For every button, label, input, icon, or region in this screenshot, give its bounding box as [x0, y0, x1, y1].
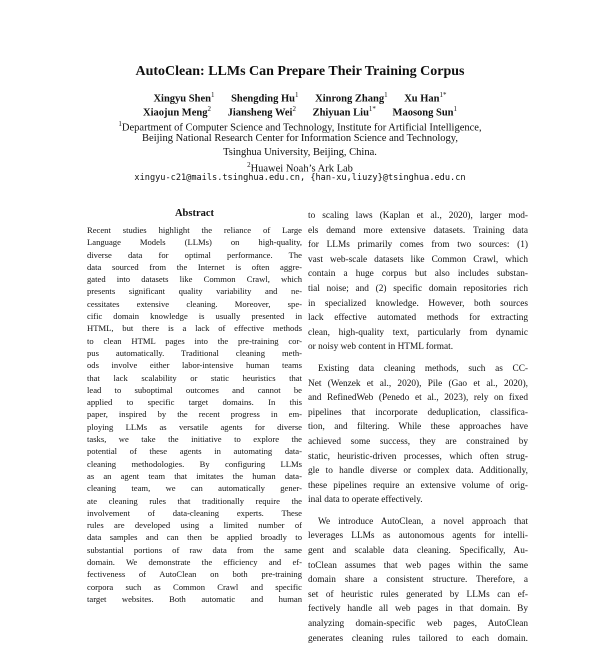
text-line: and RefinedWeb (Penedo et al., 2023), rely on fixed [308, 393, 528, 404]
text-line: rules are developed using a limited number of [87, 520, 302, 531]
affiliation-line: Tsinghua University, Beijing, China. [223, 147, 377, 158]
text-line: achieved some success, they are constrained by [308, 436, 528, 447]
text-line: inal data to operate effectively. [308, 495, 423, 506]
text-line: analyzing domain-specific web pages, AutoClean [308, 619, 528, 630]
affiliation-line: $^1$Department of Computer Science and Technology, Institute for Artificial Intelligence, [118, 120, 482, 134]
text-line: presents significant quality variability and ne- [87, 286, 302, 297]
text-line: Recent studies highlight the reliance of Large [87, 225, 302, 235]
text-line: leverages LLMs as autonomous agents for intelli- [308, 531, 528, 542]
author: Xu Han$^{1*}$ [404, 91, 447, 105]
text-line: or noisy web content in HTML format. [308, 342, 454, 353]
text-line: to clean HTML pages into the pre-training cor- [87, 335, 302, 346]
text-line: els demand more extensive datasets. Training data [308, 225, 528, 236]
text-line: ate cleaning rules that traditionally require the [87, 495, 302, 506]
text-line: potential of these agents in automating data- [87, 446, 302, 457]
abstract-heading: Abstract [174, 208, 215, 219]
text-line: target websites. Both automatic and human [87, 593, 302, 604]
text-line: toClean assumes that web pages within the same [308, 560, 528, 571]
text-line: data sourced from the Internet is often aggre- [87, 261, 302, 272]
text-line: substantial portions of raw data from the same [87, 544, 302, 555]
text-line: paper, inspired by the recent progress in em- [87, 409, 302, 420]
author: Xinrong Zhang$^1$ [315, 91, 388, 105]
text-line: diverse data for optimal performance. The [87, 249, 302, 260]
text-line: vast web-scale datasets like Common Crawl, which [308, 254, 528, 265]
text-line: Language Models (LLMs) on high-quality, [87, 237, 302, 248]
author: Shengding Hu$^1$ [231, 91, 299, 105]
text-line: fectively handle all web pages in that domain. By [308, 604, 528, 615]
text-line: lead to suboptimal outcomes and cannot be [87, 384, 302, 395]
text-line: set of heuristic rules generated by LLMs can ef- [308, 589, 528, 600]
text-line: pipelines that incorporate deduplication, classifica- [308, 407, 528, 418]
text-line: cleaning methodologies. By configuring LLMs [87, 458, 302, 469]
text-line: that lack scalability or static heuristics that [87, 372, 302, 383]
text-line: contain a huge corpus but also includes substan- [308, 269, 528, 280]
text-line: in specialized knowledge. However, both sources [308, 298, 528, 309]
text-line: gle to handle diverse or complex data. Additionally, [308, 466, 528, 477]
text-line: these pipelines require an extensive volume of orig- [308, 480, 528, 491]
text-line: tial noise; and (2) specific domain repositories rich [308, 283, 528, 294]
text-line: for LLMs primarily comes from two sources: (1) [308, 240, 528, 251]
text-line: applied to specific target domains. In this [87, 397, 302, 408]
text-line: involvement of data-cleaning experts. These [87, 507, 302, 518]
text-line: ploying LLMs as versatile agents for diverse [87, 421, 302, 432]
author: Maosong Sun$^1$ [392, 105, 458, 119]
text-line: domain. We demonstrate the efficiency and ef- [87, 557, 302, 568]
text-line: cific domain knowledge is usually presented in [87, 311, 302, 322]
text-line: ods involve either labor-intensive human teams [87, 360, 302, 371]
text-line: generates cleaning rules tailored to each domain. [308, 633, 528, 644]
text-line: corpora such as Common Crawl and specific [87, 581, 302, 592]
paragraph [308, 362, 528, 508]
author: Xingyu Shen$^1$ [153, 91, 215, 105]
text-line: tasks, we take the initiative to explore the [87, 434, 302, 445]
paragraph [308, 515, 528, 646]
affiliation-line: Beijing National Research Center for Information Science and Technology, [142, 133, 458, 144]
text-line: domain share a consistent structure. Therefore, a [308, 575, 528, 586]
paper-title: AutoClean: LLMs Can Prepare Their Training Corpus [135, 64, 465, 79]
text-line: gated into datasets like Common Crawl, which [87, 274, 302, 285]
author: Zhiyuan Liu$^{1*}$ [312, 105, 376, 119]
text-line: cleaning team, we can automatically gener- [87, 483, 302, 494]
text-line: as an agent team that imitates the human data- [87, 470, 302, 481]
text-line: cessitates extensive cleaning. Moreover, spe- [87, 298, 302, 309]
paragraph [308, 209, 528, 355]
text-line: lack effective automated methods for extracting [308, 313, 528, 324]
text-line: clean, high-quality text, particularly from dynamic [308, 327, 528, 338]
text-line: Existing data cleaning methods, such as CC- [318, 363, 528, 374]
author-emails: xingyu-c21@mails.tsinghua.edu.cn, {han-xu,liuzy}@tsinghua.edu.cn [134, 173, 466, 183]
text-line: static, heuristic-driven processes, which often strug- [308, 451, 528, 462]
introduction-body [308, 209, 528, 646]
author: Xiaojun Meng$^2$ [142, 105, 211, 119]
author: Jiansheng Wei$^2$ [227, 105, 296, 119]
text-line: pus automatically. Traditional cleaning meth- [87, 347, 302, 358]
text-line: Net (Wenzek et al., 2020), Pile (Gao et al., 2020), [308, 378, 528, 389]
affiliation-line: $^2$Huawei Noah’s Ark Lab [247, 161, 353, 175]
text-line: data samples and can then be applied broadly to [87, 532, 302, 543]
text-line: gent and scalable data cleaning. Specifically, Au- [308, 546, 528, 557]
text-line: to scaling laws (Kaplan et al., 2020), larger mod- [308, 211, 528, 221]
text-line: We introduce AutoClean, a novel approach that [318, 516, 528, 527]
text-line: tion, and filtering. While these approaches have [308, 422, 528, 433]
text-line: fectiveness of AutoClean on both pre-training [87, 569, 302, 580]
text-line: HTML, but there is a lack of effective methods [87, 323, 302, 334]
abstract-body [87, 224, 302, 605]
